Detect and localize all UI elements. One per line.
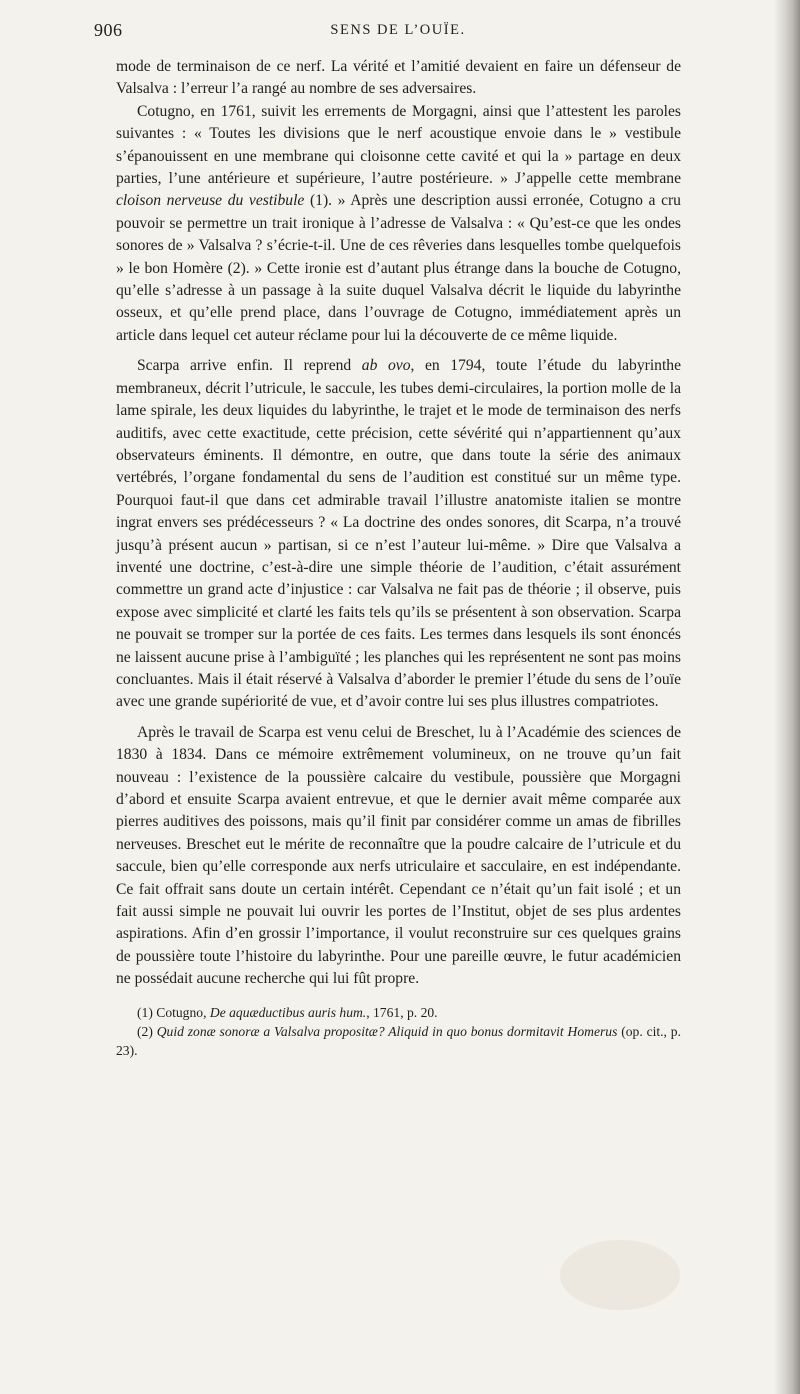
book-spine-shadow <box>774 0 800 1394</box>
footnotes <box>116 1003 681 1060</box>
text-run: (1). » Après une description aussi erronée, Cotugno a cru pouvoir se permettre un trait ironique à l’adresse de Valsalva : « Qu’est-ce que les ondes sonores de » Valsalva ? s’écrie-t-il. Une de ces rêveries dans lesquelles tombe quelquefois » le bon Homère (2). » Cette ironie est d’autant plus étrange dans la bouche de Cotugno, qu’elle s’adresse à un passage à la suite duquel Valsalva décrit le liquide du labyrinthe osseux, et qu’elle prend place, dans l’ouvrage de Cotugno, immédiatement après un article dans lequel cet auteur réclame pour lui la découverte de ce même liquide. <box>116 192 681 344</box>
text-run: , 1761, p. 20. <box>366 1004 438 1020</box>
paper-stain <box>560 1240 680 1310</box>
running-title: SENS DE L’OUÏE. <box>330 22 466 38</box>
text-run: Après le travail de Scarpa est venu celui de Breschet, lu à l’Académie des sciences de 1830 à 1834. Dans ce mémoire extrêmement volumineux, on ne trouve qu’un fait nouveau : l’existence de la poussière calcaire du vestibule, poussière que Morgagni d’abord et ensuite Scarpa avaient entrevue, et que le dernier avait même comparée aux pierres auditives des poissons, mais qu’il finit par considérer comme un amas de fibrilles nerveuses. Breschet eut le mérite de reconnaître que la poudre calcaire de l’utricule et du saccule, bien qu’elle corresponde aux nerfs utriculaire et sacculaire, en est indépendante. Ce fait offrait sans doute un certain intérêt. Cependant ce n’était qu’un fait isolé ; et un fait aussi simple ne pouvait lui ouvrir les portes de l’Institut, objet de ses plus ardentes aspirations. Afin d’en grossir l’importance, il voulut reconstruire sur ces quelques grains de poussière toute l’histoire du labyrinthe. Pour une pareille œuvre, le futur académicien ne possédait aucune recherche qui lui fût propre. <box>116 723 681 988</box>
italic-text: De aquæductibus auris hum. <box>209 1004 367 1020</box>
italic-text: ab ovo <box>361 357 411 375</box>
italic-text: cloison nerveuse du vestibule <box>116 192 305 210</box>
text-run: (1) Cotugno, <box>137 1004 210 1020</box>
paragraph <box>116 722 681 991</box>
footnote <box>116 1022 681 1060</box>
paragraph <box>116 101 681 347</box>
page-header <box>94 20 702 44</box>
italic-text: Quid zonæ sonoræ a Valsalva propositæ? Aliquid in quo bonus dormitavit Homerus <box>156 1023 618 1039</box>
text-run: (op. cit., p. 23). <box>116 1023 681 1058</box>
text-run: Cotugno, en 1761, suivit les errements de Morgagni, ainsi que l’attestent les paroles suivantes : « Toutes les divisions que le nerf acoustique envoie dans le » vestibule s’épanouissent en une membrane qui cloisonne cette cavité et qui la » partage en deux parties, l’une antérieure et supérieure, l’autre postérieure. » J’appelle cette membrane <box>116 102 681 188</box>
paragraph <box>116 355 681 714</box>
body-text <box>116 56 681 1060</box>
text-run: (2) <box>137 1023 157 1039</box>
footnote <box>116 1003 681 1022</box>
page-number: 906 <box>94 20 123 40</box>
text-run: , en 1794, toute l’étude du labyrinthe membraneux, décrit l’utricule, le saccule, les tubes demi-circulaires, la portion molle de la lame spirale, les deux liquides du labyrinthe, le trajet et le mode de terminaison des nerfs auditifs, avec cette exactitude, cette précision, cette sévérité qui n’appartiennent qu’aux observateurs éminents. Il démontre, en outre, que dans toute la série des animaux vertébrés, l’organe fondamental du sens de l’audition est constitué sur un même type. Pourquoi faut-il que dans cet admirable travail l’illustre anatomiste italien se montre ingrat envers ses prédécesseurs ? « La doctrine des ondes sonores, dit Scarpa, n’a trouvé jusqu’à présent aucun » partisan, si ce n’est l’auteur lui-même. » Dire que Valsalva a inventé une doctrine, c’est-à-dire une simple théorie de l’audition, c’était assurément commettre un grand acte d’injustice : car Valsalva ne fait pas de théorie ; il observe, puis expose avec simplicité et clarté les faits tels qu’ils se présentent à son observation. Scarpa ne pouvait se tromper sur la portée de ces faits. Les termes dans lesquels ils sont énoncés ne laissent aucune prise à l’ambiguïté ; les planches qui les représentent ne sont pas moins concluantes. Mais il était réservé à Valsalva d’aborder le premier l’étude du sens de l’ouïe avec une grande supériorité de vue, et d’avoir contre lui ses plus illustres compatriotes. <box>116 357 681 711</box>
paragraph <box>116 56 681 101</box>
text-run: Scarpa arrive enfin. Il reprend <box>137 357 362 375</box>
text-run: mode de terminaison de ce nerf. La vérité et l’amitié devaient en faire un défenseur de Valsalva : l’erreur l’a rangé au nombre de ses adversaires. <box>116 58 681 98</box>
